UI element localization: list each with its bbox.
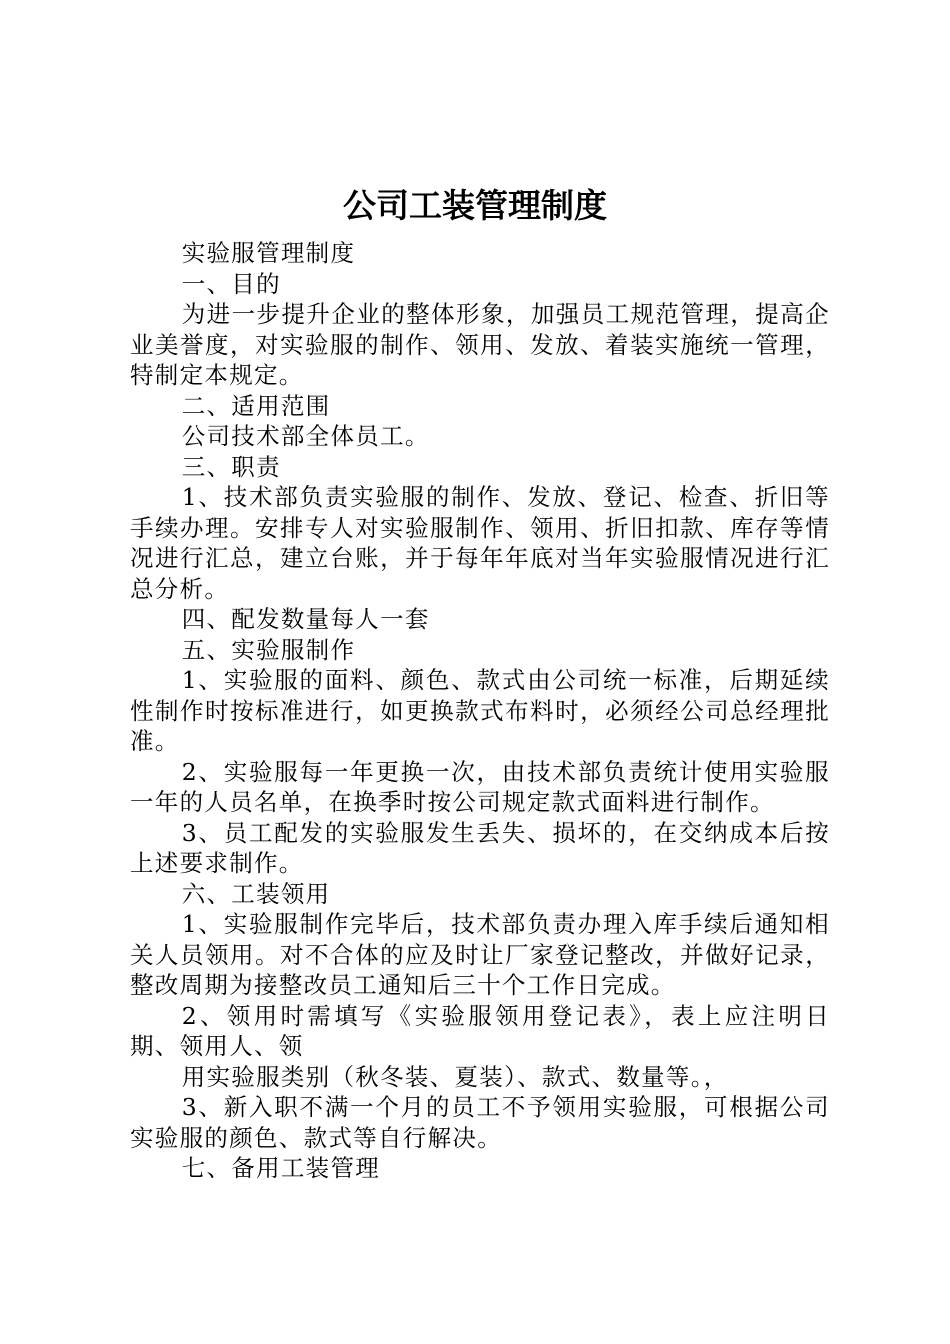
document-body (130, 238, 830, 1184)
issuance-item-1: 1、实验服制作完毕后，技术部负责办理入库手续后通知相关人员领用。对不合体的应及时让厂家登记整改，并做好记录，整改周期为接整改员工通知后三十个工作日完成。 (130, 910, 830, 999)
section-heading-duties: 三、职责 (181, 452, 281, 481)
document-title: 公司工装管理制度 (343, 186, 607, 225)
production-item-2: 2、实验服每一年更换一次，由技术部负责统计使用实验服一年的人员名单，在换季时按公司规定款式面料进行制作。 (130, 757, 830, 816)
issuance-item-2: 2、领用时需填写《实验服领用登记表》，表上应注明日期、领用人、领 (130, 1001, 830, 1060)
scope-paragraph: 公司技术部全体员工。 (181, 422, 430, 450)
issuance-item-3: 3、新入职不满一个月的员工不予领用实验服，可根据公司实验服的颜色、款式等自行解决。 (130, 1093, 830, 1152)
section-heading-issuance: 六、工装领用 (181, 879, 331, 908)
section-heading-spare: 七、备用工装管理 (181, 1154, 381, 1182)
section-heading-purpose: 一、目的 (181, 269, 281, 298)
section-heading-quantity: 四、配发数量每人一套 (181, 605, 430, 633)
issuance-item-2-continued: 用实验服类别（秋冬装、夏装）、款式、数量等。， (181, 1062, 729, 1091)
production-item-3: 3、员工配发的实验服发生丢失、损坏的，在交纳成本后按上述要求制作。 (130, 818, 830, 877)
subtitle-paragraph: 实验服管理制度 (181, 239, 356, 267)
production-item-1: 1、实验服的面料、颜色、款式由公司统一标准，后期延续性制作时按标准进行，如更换款式布料时，必须经公司总经理批准。 (130, 666, 830, 755)
section-heading-scope: 二、适用范围 (181, 391, 331, 420)
duties-item-1: 1、技术部负责实验服的制作、发放、登记、检查、折旧等手续办理。安排专人对实验服制作、领用、折旧扣款、库存等情况进行汇总，建立台账，并于每年年底对当年实验服情况进行汇总分析。 (130, 483, 830, 603)
purpose-paragraph: 为进一步提升企业的整体形象，加强员工规范管理，提高企业美誉度，对实验服的制作、领用、发放、着装实施统一管理，特制定本规定。 (130, 300, 830, 389)
section-heading-production: 五、实验服制作 (181, 635, 356, 664)
